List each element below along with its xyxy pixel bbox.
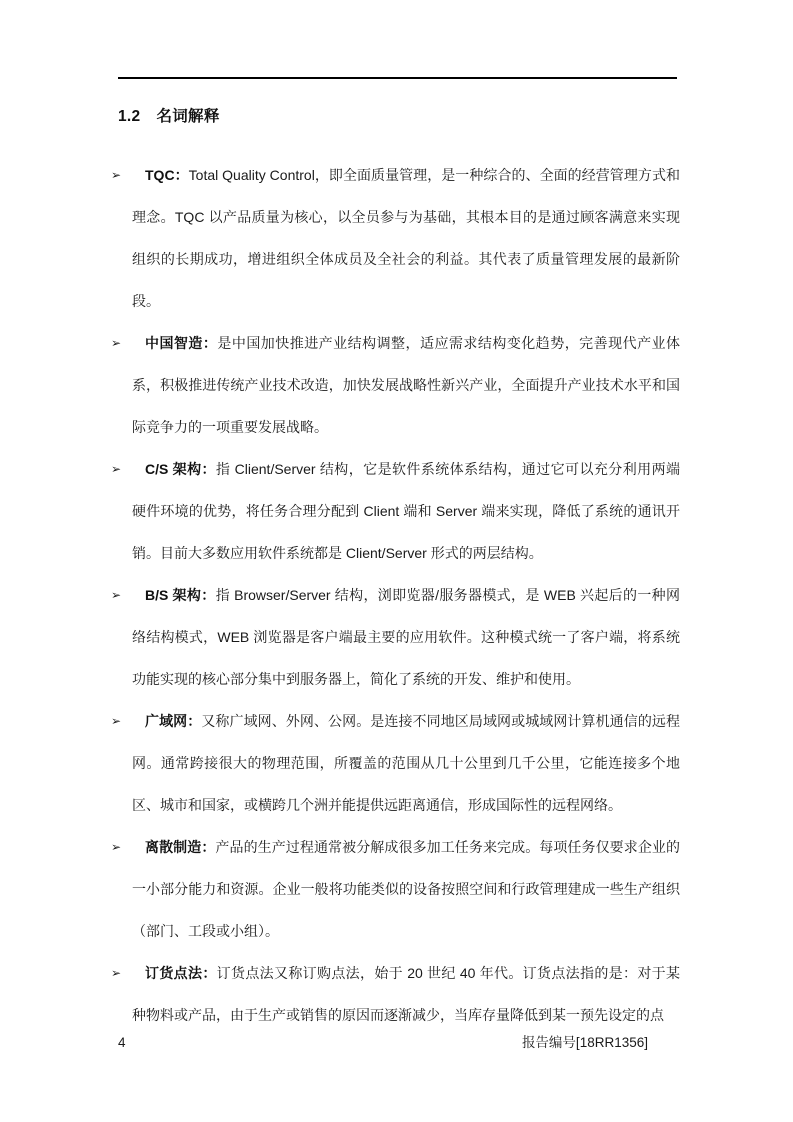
glossary-definition: 又称广域网、外网、公网。是连接不同地区局域网或城域网计算机通信的远程网。通常跨接很大的物理范围，所覆盖的范围从几十公里到几千公里，它能连接多个地区、城市和国家，或横跨几个洲并能提供远距离通信，形成国际性的远程网络。 [132, 713, 681, 813]
glossary-item-wan [111, 700, 681, 826]
glossary-item-order-point-method [111, 952, 681, 1036]
bullet-arrow-icon: ➢ [111, 588, 122, 602]
glossary-term: B/S 架构： [145, 587, 216, 603]
glossary-definition: 订货点法又称订购点法，始于 20 世纪 40 年代。订货点法指的是：对于某种物料或产品，由于生产或销售的原因而逐渐减少，当库存量降低到某一预先设定的点 [132, 965, 681, 1023]
glossary-term: 中国智造： [145, 335, 218, 351]
bullet-arrow-icon: ➢ [111, 714, 122, 728]
bullet-arrow-icon: ➢ [111, 336, 122, 350]
glossary-definition: 指 Browser/Server 结构，浏即览器/服务器模式，是 WEB 兴起后的一种网络结构模式，WEB 浏览器是客户端最主要的应用软件。这种模式统一了客户端，将系统功能实现的核心部分集中到服务器上，简化了系统的开发、维护和使用。 [132, 587, 680, 687]
glossary-term: TQC： [145, 167, 189, 183]
bullet-arrow-icon: ➢ [111, 840, 122, 854]
section-heading [118, 104, 220, 126]
section-title: 名词解释 [156, 108, 220, 125]
report-number: 报告编号[18RR1356] [521, 1035, 648, 1050]
glossary-item-cs-architecture [111, 448, 680, 574]
section-number: 1.2 [118, 108, 141, 125]
bullet-arrow-icon: ➢ [111, 462, 122, 476]
glossary-list [111, 154, 681, 1036]
glossary-item-bs-architecture [111, 574, 680, 700]
bullet-arrow-icon: ➢ [111, 966, 122, 980]
glossary-item-tqc [111, 154, 680, 322]
glossary-definition: Total Quality Control，即全面质量管理，是一种综合的、全面的经营管理方式和理念。TQC 以产品质量为核心，以全员参与为基础，其根本目的是通过顾客满意来实现组织的长期成功，增进组织全体成员及全社会的利益。其代表了质量管理发展的最新阶段。 [132, 167, 680, 309]
glossary-definition: 指 Client/Server 结构，它是软件系统体系结构，通过它可以充分利用两端硬件环境的优势，将任务合理分配到 Client 端和 Server 端来实现，降低了系统的通讯开销。目前大多数应用软件系统都是 Client/Server 形式的两层结构。 [132, 461, 680, 561]
glossary-term: 订货点法： [145, 965, 217, 981]
bullet-arrow-icon: ➢ [111, 168, 122, 182]
glossary-item-discrete-manufacturing [111, 826, 680, 952]
page-number: 4 [118, 1035, 126, 1050]
glossary-item-china-smart-manufacturing [111, 322, 681, 448]
glossary-definition: 是中国加快推进产业结构调整，适应需求结构变化趋势，完善现代产业体系，积极推进传统产业技术改造，加快发展战略性新兴产业，全面提升产业技术水平和国际竞争力的一项重要发展战略。 [132, 335, 681, 435]
header-divider [118, 77, 677, 79]
glossary-term: 广域网： [145, 713, 202, 729]
glossary-term: 离散制造： [145, 839, 216, 855]
glossary-definition: 产品的生产过程通常被分解成很多加工任务来完成。每项任务仅要求企业的一小部分能力和资源。企业一般将功能类似的设备按照空间和行政管理建成一些生产组织（部门、工段或小组）。 [132, 839, 680, 939]
glossary-term: C/S 架构： [145, 461, 216, 477]
